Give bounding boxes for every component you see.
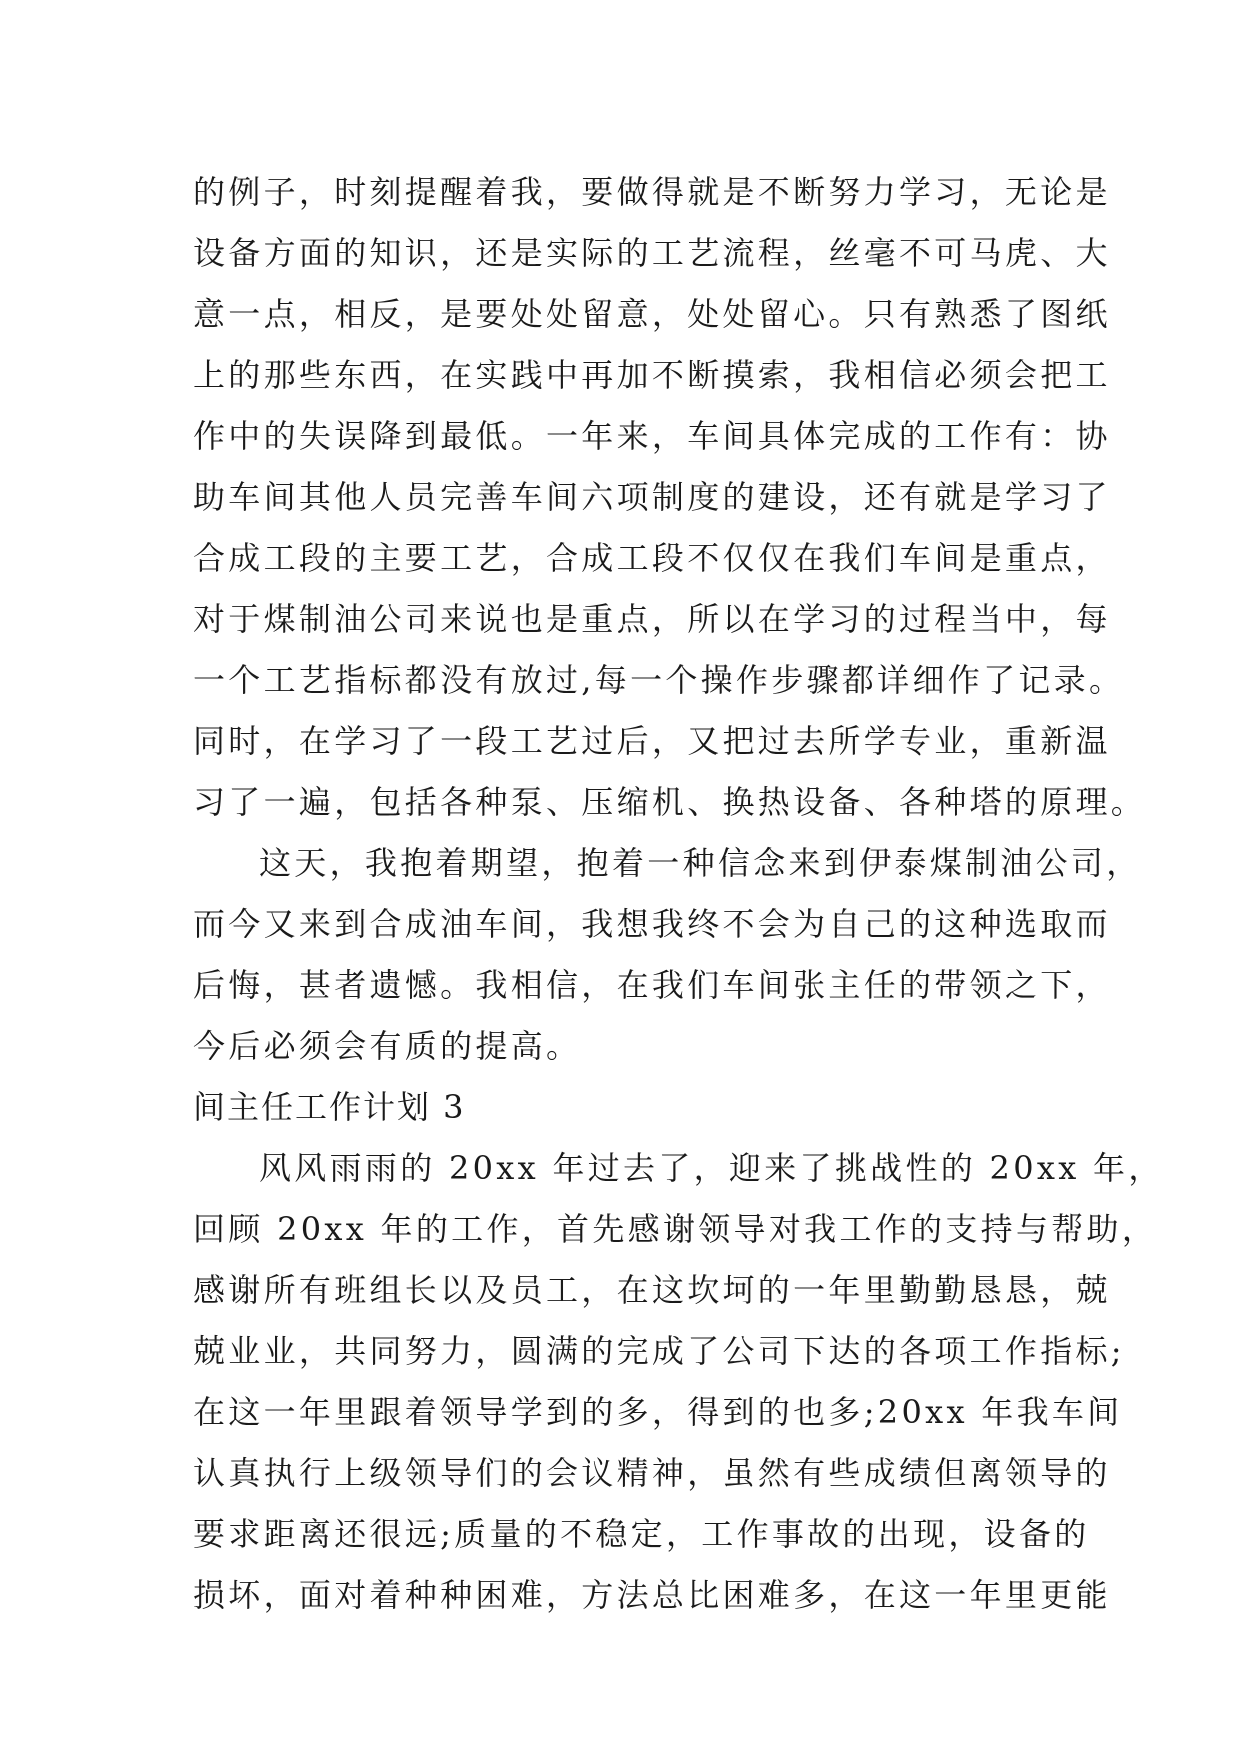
text-line: 认真执行上级领导们的会议精神，虽然有些成绩但离领导的: [193, 1454, 1111, 1492]
text-line: 助车间其他人员完善车间六项制度的建设，还有就是学习了: [193, 478, 1111, 516]
text-line: 回顾 20xx 年的工作，首先感谢领导对我工作的支持与帮助，: [193, 1210, 1158, 1248]
paragraph-start-line: 风风雨雨的 20xx 年过去了，迎来了挑战性的 20xx 年，: [259, 1149, 1164, 1187]
text-line: 兢业业，共同努力，圆满的完成了公司下达的各项工作指标;: [193, 1332, 1125, 1370]
text-line: 一个工艺指标都没有放过,每一个操作步骤都详细作了记录。: [193, 661, 1125, 699]
text-line: 今后必须会有质的提高。: [193, 1027, 582, 1065]
text-line: 设备方面的知识，还是实际的工艺流程，丝毫不可马虎、大: [193, 234, 1111, 272]
text-line: 而今又来到合成油车间，我想我终不会为自己的这种选取而: [193, 905, 1111, 943]
text-line: 要求距离还很远;质量的不稳定，工作事故的出现，设备的: [193, 1515, 1090, 1553]
text-line: 感谢所有班组长以及员工，在这坎坷的一年里勤勤恳恳，兢: [193, 1271, 1111, 1309]
text-line: 习了一遍，包括各种泵、压缩机、换热设备、各种塔的原理。: [193, 783, 1147, 821]
text-line: 在这一年里跟着领导学到的多，得到的也多;20xx 年我车间: [193, 1393, 1123, 1431]
text-line: 意一点，相反，是要处处留意，处处留心。只有熟悉了图纸: [193, 295, 1111, 333]
text-line: 的例子，时刻提醒着我，要做得就是不断努力学习，无论是: [193, 173, 1111, 211]
text-line: 上的那些东西，在实践中再加不断摸索，我相信必须会把工: [193, 356, 1111, 394]
text-line: 后悔，甚者遗憾。我相信，在我们车间张主任的带领之下，: [193, 966, 1111, 1004]
text-line: 对于煤制油公司来说也是重点，所以在学习的过程当中，每: [193, 600, 1111, 638]
document-body: [193, 162, 1164, 1626]
text-line: 同时，在学习了一段工艺过后，又把过去所学专业，重新温: [193, 722, 1111, 760]
paragraph-start-line: 这天，我抱着期望，抱着一种信念来到伊泰煤制油公司，: [259, 844, 1142, 882]
text-line: 作中的失误降到最低。一年来，车间具体完成的工作有：协: [193, 417, 1111, 455]
text-line: 合成工段的主要工艺，合成工段不仅仅在我们车间是重点，: [193, 539, 1111, 577]
text-line: 损坏，面对着种种困难，方法总比困难多，在这一年里更能: [193, 1576, 1111, 1614]
section-heading: 间主任工作计划 3: [193, 1088, 466, 1126]
